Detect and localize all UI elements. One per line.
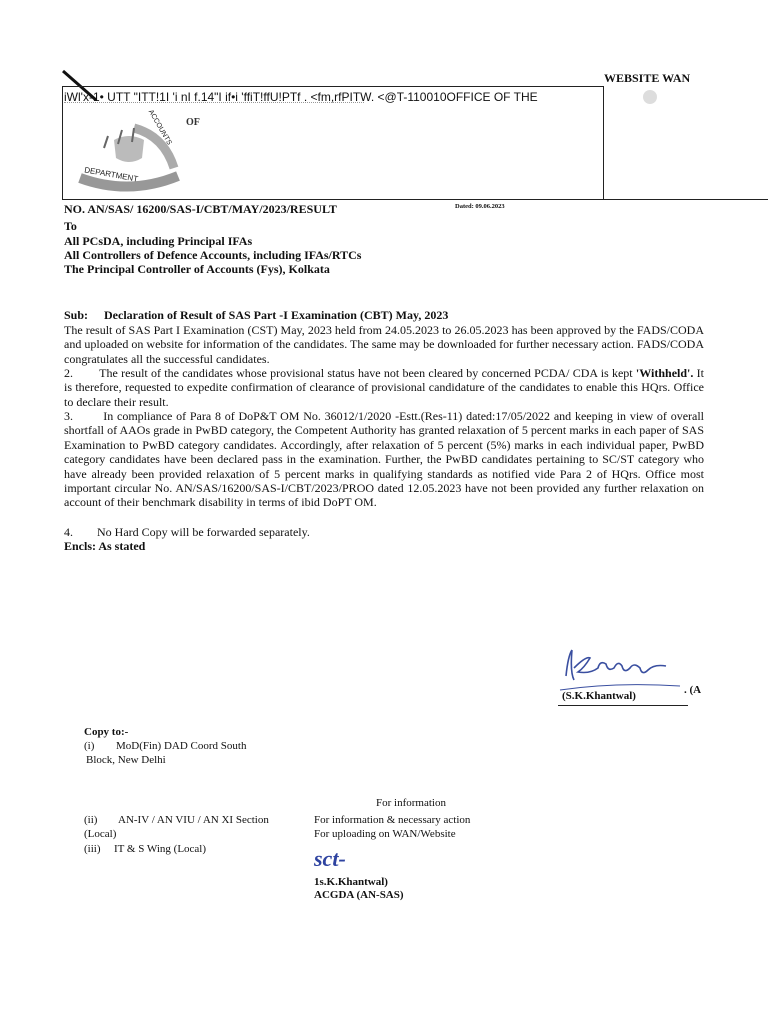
copy-signatory-name: 1s.K.Khantwal) bbox=[314, 876, 388, 888]
copy-item-1-number: (i) bbox=[84, 740, 95, 752]
subject-label: Sub: bbox=[64, 308, 89, 322]
paragraph-2-number: 2. bbox=[64, 366, 73, 380]
website-wan-label: WEBSITE WAN bbox=[604, 71, 691, 85]
signatory-trailing: . (A bbox=[684, 684, 702, 696]
letterhead-rule bbox=[64, 102, 364, 104]
signatory-name: (S.K.Khantwal) bbox=[562, 690, 636, 702]
enclosures-line: Encls: As stated bbox=[64, 539, 146, 553]
copy-to-label: Copy to:- bbox=[84, 726, 129, 738]
emblem-accounts-text: ACCOUNTS bbox=[146, 108, 173, 147]
copy-item-3-number: (iii) bbox=[84, 843, 101, 855]
department-emblem-icon bbox=[74, 118, 184, 194]
emblem-partial-text: OF bbox=[186, 117, 200, 128]
paragraph-2 bbox=[64, 366, 704, 409]
paragraph-2-text-b: It is therefore, requested to expedite confirmation of clearance of provisional candidature of the candidates to enable this HQrs. Office to declare their result. bbox=[64, 366, 704, 409]
addressee-line: All Controllers of Defence Accounts, including IFAs/RTCs bbox=[64, 248, 362, 262]
reference-date: Dated: 09.06.2023 bbox=[455, 203, 505, 210]
withheld-text: 'Withheld'. bbox=[635, 366, 694, 380]
addressee-line: The Principal Controller of Accounts (Fys), Kolkata bbox=[64, 262, 330, 276]
signature-underline bbox=[558, 705, 688, 706]
for-information-header: For information bbox=[376, 797, 446, 809]
copy-item-2-line-1: AN-IV / AN VIU / AN XI Section bbox=[118, 814, 269, 826]
copy-item-2-line-2: (Local) bbox=[84, 828, 117, 840]
addressee-line: All PCsDA, including Principal IFAs bbox=[64, 234, 253, 248]
emblem-department-text: DEPARTMENT bbox=[83, 165, 139, 184]
copy-signatory-designation: ACGDA (AN-SAS) bbox=[314, 889, 404, 901]
copy-item-2-number: (ii) bbox=[84, 814, 98, 826]
paragraph-3-number: 3. bbox=[64, 409, 73, 423]
faint-stamp-icon bbox=[636, 86, 664, 108]
letterhead-divider bbox=[604, 199, 768, 200]
paragraph-4 bbox=[64, 525, 310, 539]
paragraph-3 bbox=[64, 409, 704, 510]
letterhead-garbled-text: iWl'x-1• UTT "ITT!1I 'i nI f.14"I if•i 'ffiT!ffU!PTf . <fm,rfPITW. <@T-110010OFFICE OF THE bbox=[64, 90, 538, 104]
copy-item-2-purpose-2: For uploading on WAN/Website bbox=[314, 828, 456, 840]
reference-number: NO. AN/SAS/ 16200/SAS-I/CBT/MAY/2023/RESULT bbox=[64, 202, 337, 216]
paragraph-4-text: No Hard Copy will be forwarded separately. bbox=[97, 525, 310, 539]
copy-item-3-line: IT & S Wing (Local) bbox=[114, 843, 207, 855]
copy-item-1-line-1: MoD(Fin) DAD Coord South bbox=[116, 740, 247, 752]
copy-item-2-purpose: For information & necessary action bbox=[314, 814, 471, 826]
handwritten-initials: sct- bbox=[314, 846, 346, 871]
subject-text: Declaration of Result of SAS Part -I Examination (CBT) May, 2023 bbox=[104, 308, 449, 322]
paragraph-4-number: 4. bbox=[64, 525, 73, 539]
paragraph-2-text-a: The result of the candidates whose provisional status have not been cleared by concerned PCDA/ CDA is kept bbox=[99, 366, 636, 380]
to-label: To bbox=[64, 219, 77, 233]
paragraph-1: The result of SAS Part I Examination (CST) May, 2023 held from 24.05.2023 to 26.05.2023 has been approved by the FADS/CODA and uploaded on website for information of the candidates. The same may be downloaded for further necessary action. FADS/CODA congratulates all the successful candidates. bbox=[64, 323, 704, 366]
copy-item-1-line-2: Block, New Delhi bbox=[86, 754, 166, 766]
paragraph-3-text: In compliance of Para 8 of DoP&T OM No. 36012/1/2020 -Estt.(Res-11) dated:17/05/2022 and keeping in view of overall shortfall of AAOs grade in PwBD category, the Competent Authority has granted relaxation of 5 percent marks in each paper of SAS Examination to PwBD category candidates. Accordingly, after relaxation of 5 percent (5%) marks in each individual paper, PwBD category candidates have been declared pass in the examination. Further, the PwBD candidates pertaining to SC/ST category who have already been provided relaxation of 5 percent marks in qualifying standards as notified vide Para 2 of HQrs. Office most important circular No. AN/SAS/16200/SAS-I/CBT/2023/PROO dated 12.05.2023 have not been provided any further relaxation on account of their benchmark disability in terms of ibid DoPT OM. bbox=[64, 409, 705, 510]
